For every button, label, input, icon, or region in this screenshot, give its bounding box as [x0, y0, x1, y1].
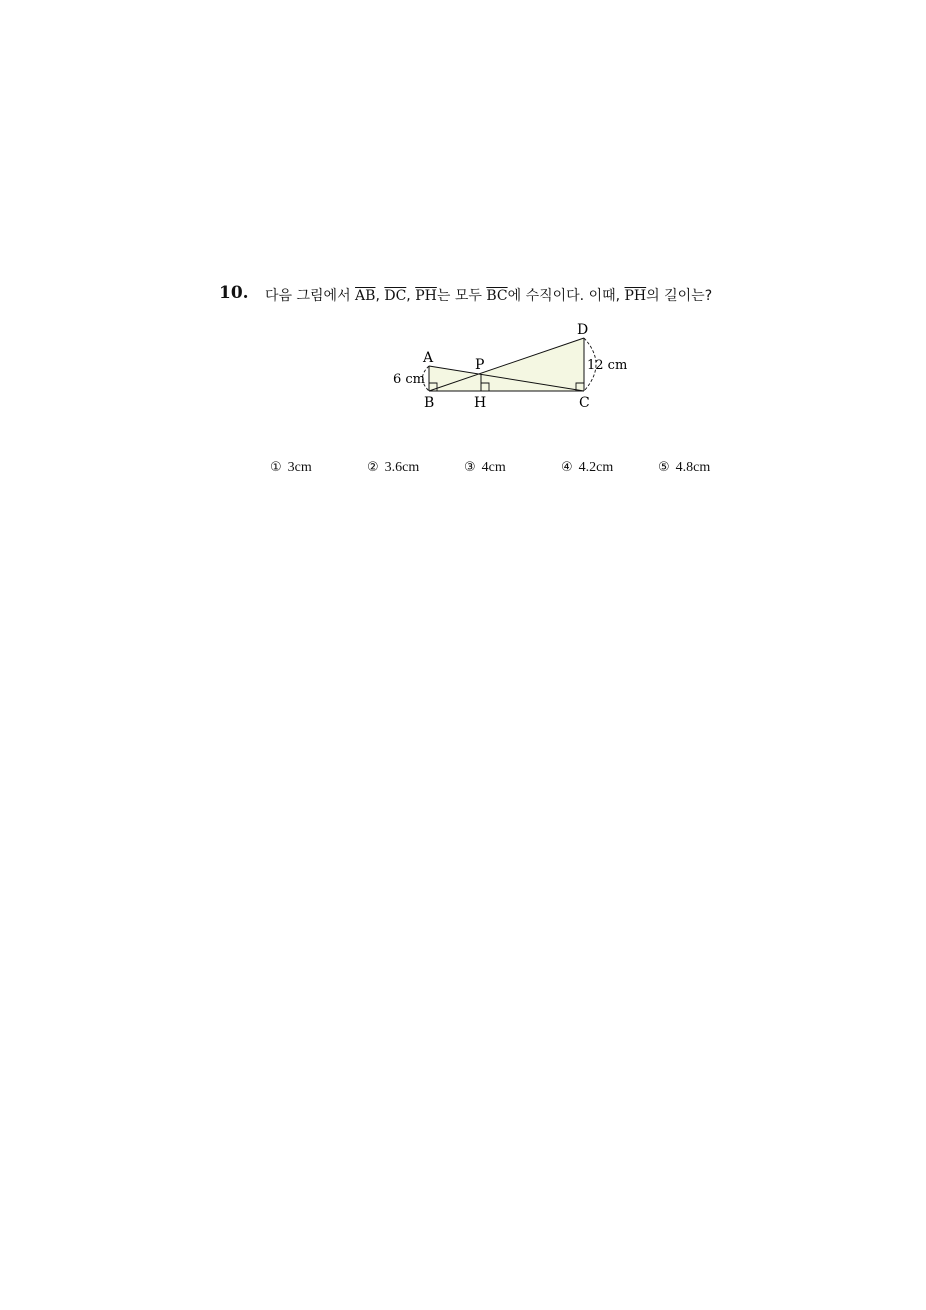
choice-3[interactable]	[464, 460, 506, 476]
point-label-d: D	[577, 322, 589, 338]
choice-mark: ③	[464, 460, 476, 475]
choice-mark: ①	[270, 460, 282, 475]
choice-1[interactable]	[270, 460, 312, 476]
answer-choices	[270, 460, 740, 482]
choice-mark: ②	[367, 460, 379, 475]
point-label-p: P	[475, 357, 485, 373]
choice-text: 4.8cm	[675, 460, 711, 475]
choice-text: 4cm	[481, 460, 506, 475]
length-label-dc: 12 cm	[587, 358, 628, 373]
length-label-ab: 6 cm	[393, 372, 426, 387]
choice-mark: ⑤	[658, 460, 670, 475]
point-label-a: A	[423, 350, 434, 366]
choice-5[interactable]	[658, 460, 710, 476]
text-segment: 의 길이는?	[646, 288, 713, 304]
separator: ,	[406, 288, 416, 304]
choice-4[interactable]	[561, 460, 613, 476]
choice-text: 4.2cm	[578, 460, 614, 475]
choice-text: 3cm	[287, 460, 312, 475]
segment-ab: $\overline{AB}$	[355, 288, 376, 304]
question-number: 10.	[219, 283, 249, 303]
point-label-b: B	[424, 395, 435, 411]
segment-bc: $\overline{BC}$	[486, 288, 508, 304]
text-segment: 에 수직이다. 이때,	[507, 288, 625, 304]
segment-ph: $\overline{PH}$	[624, 288, 647, 304]
separator: ,	[375, 288, 385, 304]
point-label-h: H	[474, 395, 487, 411]
choice-text: 3.6cm	[384, 460, 420, 475]
choice-mark: ④	[561, 460, 573, 475]
text-segment: 는 모두	[436, 288, 487, 304]
question-text	[265, 285, 712, 305]
geometry-figure	[380, 316, 640, 416]
segment-ph: $\overline{PH}$	[415, 288, 437, 304]
text-segment: 다음 그림에서	[265, 288, 356, 304]
point-label-c: C	[579, 395, 590, 411]
segment-dc: $\overline{DC}$	[384, 288, 407, 304]
choice-2[interactable]	[367, 460, 419, 476]
